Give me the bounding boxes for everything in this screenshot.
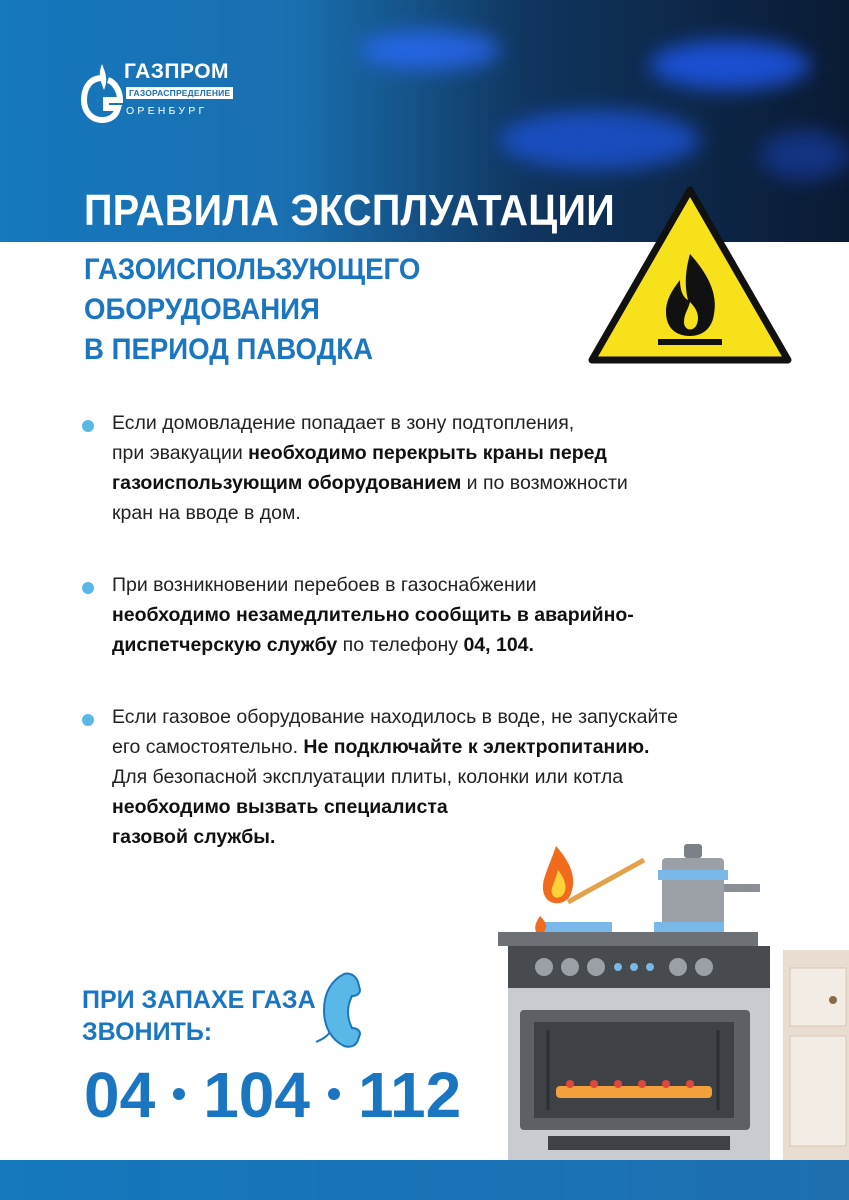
bullet-dot [82, 582, 94, 594]
bold-span: необходимо вызвать специалиста [112, 796, 448, 818]
footer-bar [0, 1160, 849, 1200]
logo-subtitle: ГАЗОРАСПРЕДЕЛЕНИЕ [126, 87, 233, 99]
bold-span: газоиспользующим оборудованием [112, 472, 462, 494]
stove-illustration [478, 840, 849, 1160]
text-line: Если домовладение попадает в зону подтопления, [112, 412, 575, 434]
text-line [112, 792, 782, 822]
phone-icon [310, 970, 366, 1048]
bold-span: диспетчерскую службу [112, 634, 338, 656]
subtitle-line: ГАЗОИСПОЛЬЗУЮЩЕГО [84, 253, 421, 286]
text-line: Если газовое оборудование находилось в воде, не запускайте [112, 706, 678, 728]
separator-dot [328, 1088, 340, 1100]
text-line [112, 600, 782, 630]
gazprom-logo-icon [80, 60, 124, 124]
bold-span: необходимо незамедлительно сообщить в аварийно- [112, 604, 634, 626]
callout-line: ПРИ ЗАПАХЕ ГАЗА [82, 986, 316, 1014]
phone-number: 104 [203, 1059, 310, 1131]
gazprom-logo [80, 52, 240, 136]
text-span: его самостоятельно. [112, 736, 304, 758]
bold-span: Не подключайте к электропитанию. [303, 736, 650, 758]
page-subtitle [84, 250, 420, 370]
list-item [82, 408, 782, 528]
subtitle-line: В ПЕРИОД ПАВОДКА [84, 333, 374, 366]
text-line [112, 438, 782, 468]
gas-smell-callout [82, 984, 316, 1048]
bold-span: 04, 104. [463, 634, 534, 656]
list-item [82, 570, 782, 660]
bold-span: газовой службы. [112, 826, 276, 848]
list-item [82, 702, 782, 852]
page-title: ПРАВИЛА ЭКСПЛУАТАЦИИ [84, 186, 615, 235]
text-line: Для безопасной эксплуатации плиты, колонки или котла [112, 766, 624, 788]
text-span: при эвакуации [112, 442, 249, 464]
rules-list [82, 408, 782, 894]
text-line [112, 630, 782, 660]
text-line: При возникновении перебоев в газоснабжении [112, 574, 537, 596]
text-span: по телефону [337, 634, 464, 656]
text-line [112, 732, 782, 762]
separator-dot [173, 1088, 185, 1100]
subtitle-line: ОБОРУДОВАНИЯ [84, 293, 320, 326]
text-line [112, 468, 782, 498]
logo-city: ОРЕНБУРГ [126, 105, 208, 117]
bold-span: необходимо перекрыть краны перед [248, 442, 607, 464]
phone-number: 112 [357, 1059, 462, 1131]
text-span: и по возможности [461, 472, 628, 494]
logo-brand: ГАЗПРОМ [124, 60, 230, 83]
phone-number: 04 [84, 1059, 156, 1131]
bullet-dot [82, 714, 94, 726]
fire-warning-icon [588, 184, 792, 366]
callout-line: ЗВОНИТЬ: [82, 1018, 213, 1046]
text-line: кран на вводе в дом. [112, 502, 301, 524]
emergency-numbers [84, 1058, 461, 1132]
bullet-dot [82, 420, 94, 432]
